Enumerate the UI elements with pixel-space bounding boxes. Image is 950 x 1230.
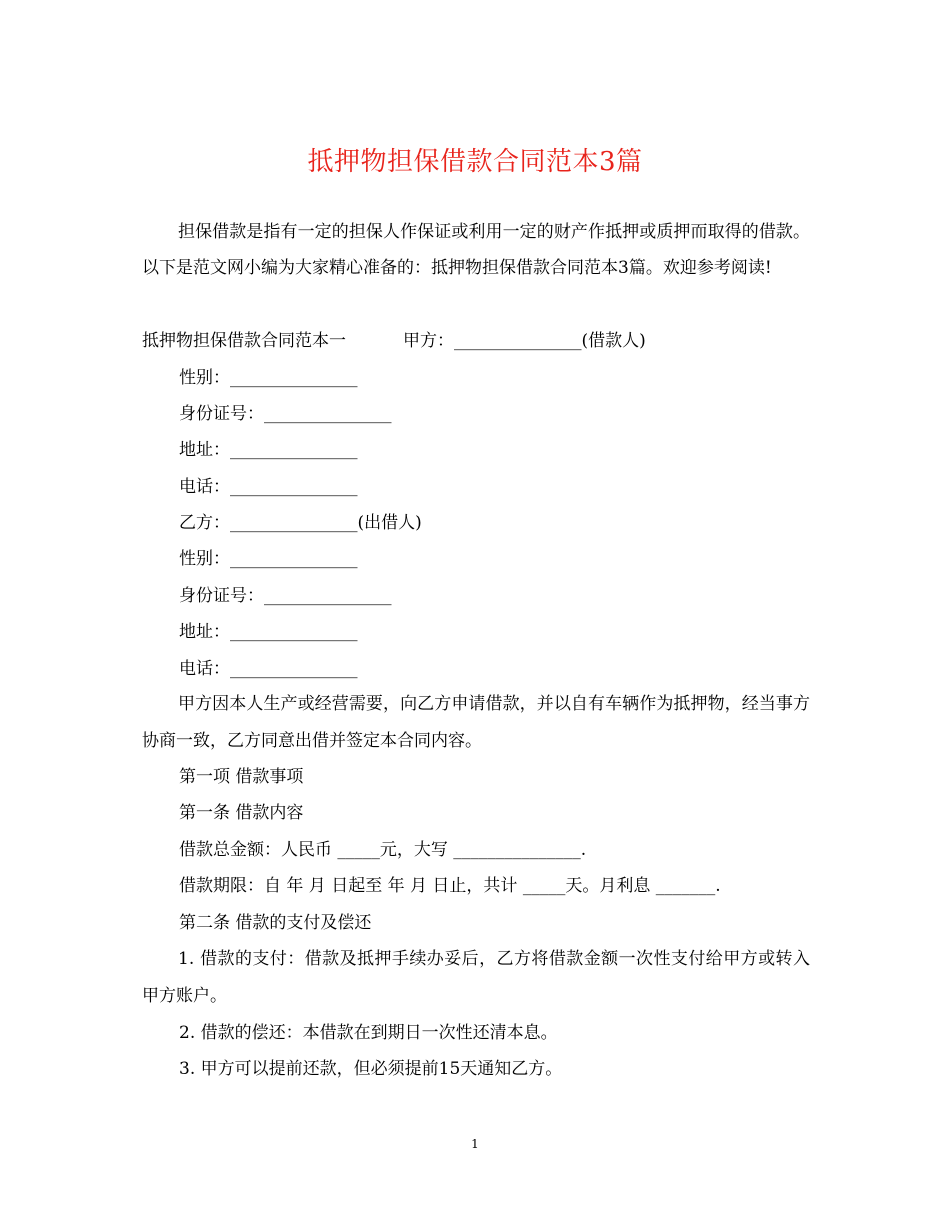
loan-term-line: 借款期限：自 年 月 日起至 年 月 日止，共计 _____天。月利息 _______. (179, 876, 721, 896)
document-title: 抵押物担保借款合同范本3篇 (307, 147, 643, 177)
party-a-address: 地址：_______________ (179, 440, 358, 460)
intro-paragraph: 担保借款是指有一定的担保人作保证或利用一定的财产作抵押或质押而取得的借款。以下是范文网小编为大家精心准备的：抵押物担保借款合同范本3篇。欢迎参考阅读! (142, 222, 810, 278)
clause-3-line: 3. 甲方可以提前还款，但必须提前15天通知乙方。 (179, 1059, 563, 1079)
item-heading: 第一项 借款事项 (179, 767, 304, 787)
party-a-line: 甲方：_______________(借款人) (403, 331, 646, 351)
party-a-gender: 性别：_______________ (179, 368, 358, 388)
party-b-address: 地址：_______________ (179, 622, 358, 642)
preamble-paragraph: 甲方因本人生产或经营需要，向乙方申请借款，并以自有车辆作为抵押物，经当事方协商一致，乙方同意出借并签定本合同内容。 (142, 694, 810, 751)
clause-1-paragraph: 1. 借款的支付：借款及抵押手续办妥后，乙方将借款金额一次性支付给甲方或转入甲方账户。 (142, 949, 810, 1006)
party-a-id-number: 身份证号：_______________ (179, 404, 392, 424)
loan-amount-line: 借款总金额：人民币 _____元，大写 _______________. (179, 840, 587, 860)
clause-2-line: 2. 借款的偿还：本借款在到期日一次性还清本息。 (179, 1023, 558, 1043)
party-b-id-number: 身份证号：_______________ (179, 586, 392, 606)
party-a-phone: 电话：_______________ (179, 477, 358, 497)
page-number: 1 (471, 1137, 479, 1151)
party-b-gender: 性别：_______________ (179, 549, 358, 569)
section-heading: 抵押物担保借款合同范本一 (142, 331, 346, 351)
article-1-heading: 第一条 借款内容 (179, 803, 304, 823)
party-b-phone: 电话：_______________ (179, 659, 358, 679)
article-2-heading: 第二条 借款的支付及偿还 (179, 913, 372, 933)
party-b-line: 乙方：_______________(出借人) (179, 513, 422, 533)
